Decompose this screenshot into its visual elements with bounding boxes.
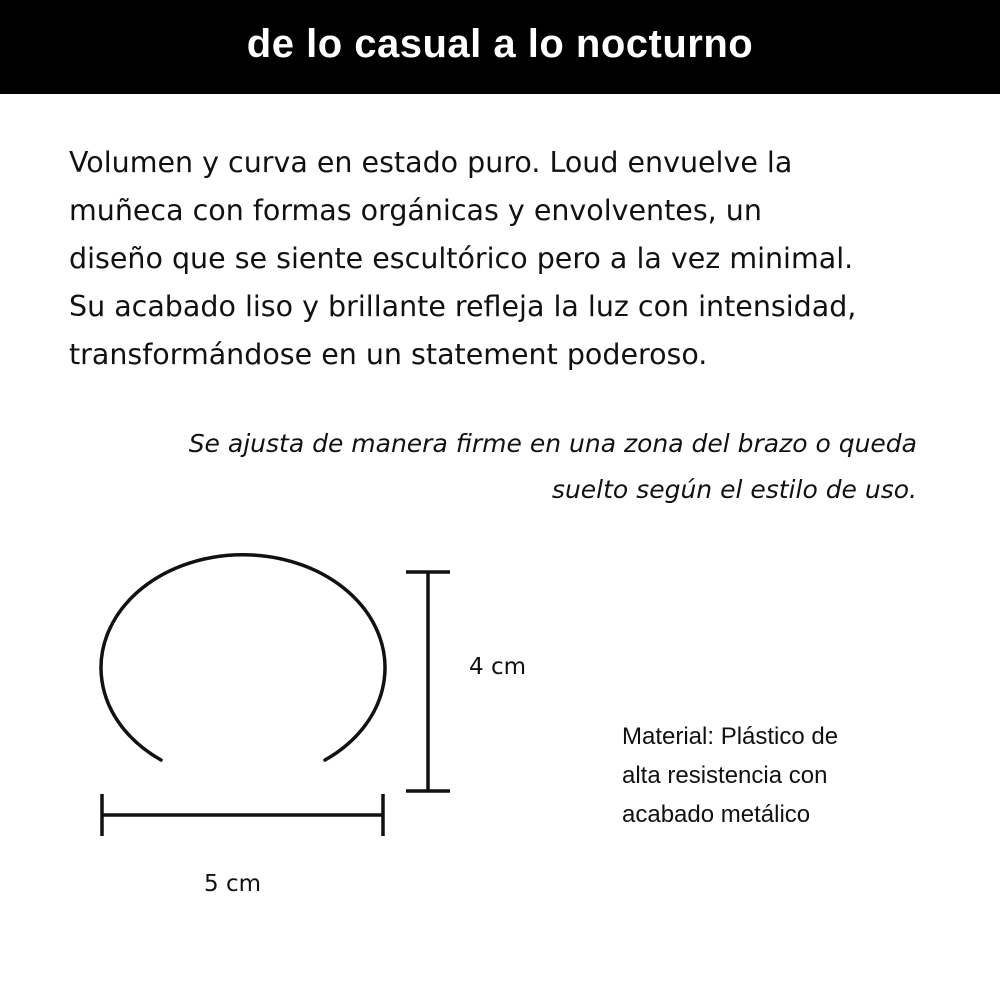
header-bar	[0, 0, 1000, 94]
width-dimension-line	[102, 794, 383, 836]
fit-note	[60, 421, 917, 513]
material-line: Material: Plástico de	[622, 723, 839, 750]
description-line: Volumen y curva en estado puro. Loud envuelve la	[69, 146, 793, 179]
product-description	[69, 139, 969, 379]
description-line: muñeca con formas orgánicas y envolventes, un	[69, 194, 762, 227]
width-label: 5 cm	[204, 871, 261, 897]
fit-note-line: suelto según el estilo de uso.	[551, 475, 917, 504]
bracelet-outline	[101, 555, 385, 760]
material-line: alta resistencia con	[622, 762, 828, 789]
height-dimension-line	[406, 572, 450, 791]
description-line: diseño que se siente escultórico pero a la vez minimal.	[69, 242, 854, 275]
height-label: 4 cm	[469, 654, 526, 680]
material-info	[622, 717, 982, 834]
description-line: transformándose en un statement poderoso.	[69, 338, 708, 371]
description-line: Su acabado liso y brillante refleja la luz con intensidad,	[69, 290, 857, 323]
material-line: acabado metálico	[622, 801, 811, 828]
fit-note-line: Se ajusta de manera firme en una zona del brazo o queda	[188, 429, 917, 458]
page-title: de lo casual a lo nocturno	[246, 22, 754, 66]
